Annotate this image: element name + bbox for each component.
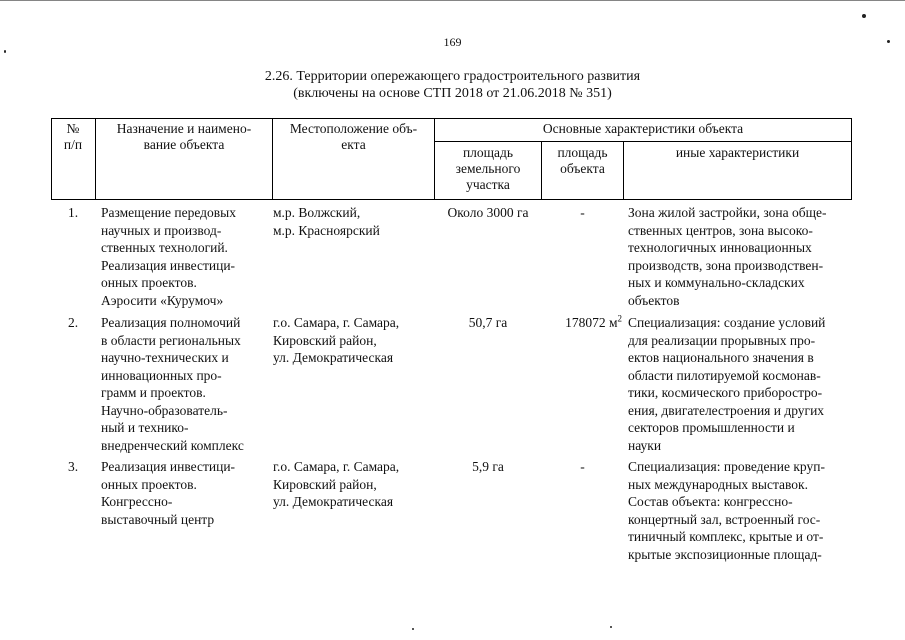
text-line: производств, зона производствен-	[628, 257, 824, 273]
text-line: Реализация полномочий	[101, 315, 241, 330]
text-line: науки	[628, 437, 662, 453]
header-land-area	[435, 145, 541, 193]
table-top-border	[51, 118, 852, 119]
row-num: 2.	[67, 315, 79, 330]
text-line: ул. Демократическая	[273, 494, 394, 509]
header-main-characteristics: Основные характеристики объекта	[542, 121, 744, 136]
text-line: тиничный комплекс, крытые и от-	[628, 529, 824, 544]
text-line: ектов национального значения в	[628, 350, 814, 365]
text-line: м.р. Красноярский	[273, 222, 380, 238]
header-land-area-line: участка	[466, 177, 510, 192]
header-num-line: п/п	[63, 137, 83, 152]
text-line: ных международных выставок.	[628, 476, 808, 492]
text-line: ных и коммунально-складских	[628, 275, 805, 290]
header-name	[96, 121, 272, 153]
row-object-area: -	[580, 205, 585, 220]
text-line: онных проектов.	[101, 476, 197, 492]
row-num: 1.	[67, 205, 79, 220]
row-land-area: 50,7 га	[468, 315, 508, 330]
object-area-unit-exponent: 2	[617, 313, 622, 324]
header-land-area-line: площадь	[462, 145, 514, 160]
text-line: Аэросити «Курумоч»	[101, 292, 224, 308]
header-object-area-line: объекта	[560, 161, 605, 176]
text-line: м.р. Волжский,	[273, 205, 361, 220]
header-name-line: Назначение и наимено-	[116, 121, 252, 136]
header-location-line: Местоположение объ-	[289, 121, 418, 136]
section-title	[0, 68, 905, 102]
text-line: крытые экспозиционные площад-	[628, 546, 822, 562]
text-line: объектов	[628, 292, 680, 308]
section-title-line-2: (включены на основе СТП 2018 от 21.06.2018 № 351)	[293, 86, 612, 101]
header-num-line: №	[66, 121, 80, 136]
text-line: ный и технико-	[101, 420, 189, 435]
header-name-line: вание объекта	[143, 137, 225, 152]
text-line: тики, космического приборостро-	[628, 385, 823, 400]
scan-edge-line	[0, 0, 905, 5]
row-other	[628, 204, 852, 309]
text-line: для реализации прорывных про-	[628, 332, 816, 348]
text-line: технологичных инновационных	[628, 240, 812, 255]
row-name	[101, 458, 269, 528]
text-line: Реализация инвестици-	[101, 257, 236, 273]
text-line: Размещение передовых	[101, 205, 236, 220]
text-line: Специализация: создание условий	[628, 315, 826, 330]
text-line: Конгрессно-	[101, 494, 173, 509]
text-line: внедренческий комплекс	[101, 437, 244, 453]
text-line: Реализация инвестици-	[101, 459, 236, 474]
scan-speck	[862, 14, 866, 18]
text-line: ственных центров, зона высоко-	[628, 222, 813, 238]
header-location-line: екта	[341, 137, 366, 152]
text-line: научных и производ-	[101, 222, 222, 238]
scan-speck	[4, 50, 6, 53]
row-object-area: -	[580, 459, 585, 474]
header-num	[51, 121, 95, 153]
text-line: в области региональных	[101, 332, 241, 348]
text-line: Специализация: проведение круп-	[628, 459, 825, 474]
row-location	[273, 204, 431, 239]
header-other: иные характеристики	[675, 145, 800, 160]
page-number: 169	[443, 35, 462, 49]
row-object-area	[542, 314, 622, 332]
section-title-line-1: 2.26. Территории опережающего градостроительного развития	[264, 69, 641, 84]
main-characteristics-divider	[434, 141, 852, 142]
text-line: области пилотируемой космонав-	[628, 367, 821, 383]
row-land-area: Около 3000 га	[447, 205, 529, 220]
text-line: онных проектов.	[101, 275, 197, 290]
text-line: г.о. Самара, г. Самара,	[273, 459, 400, 474]
text-line: Кировский район,	[273, 332, 377, 348]
text-line: Зона жилой застройки, зона обще-	[628, 205, 827, 220]
text-line: ственных технологий.	[101, 240, 228, 255]
table-right-border	[851, 118, 852, 200]
row-other	[628, 458, 852, 563]
row-location	[273, 458, 431, 511]
text-line: выставочный центр	[101, 511, 215, 527]
scan-speck	[412, 628, 414, 630]
text-line: Научно-образователь-	[101, 402, 228, 418]
text-line: Состав объекта: конгрессно-	[628, 494, 793, 509]
row-location	[273, 314, 435, 367]
scan-speck	[610, 626, 612, 628]
header-location	[273, 121, 434, 153]
header-object-area	[542, 145, 623, 177]
text-line: научно-технических и	[101, 350, 229, 365]
text-line: грамм и проектов.	[101, 385, 206, 400]
table-header-bottom-border	[51, 199, 852, 200]
header-object-area-line: площадь	[557, 145, 608, 160]
header-land-area-line: земельного	[455, 161, 521, 176]
text-line: инновационных про-	[101, 367, 222, 383]
row-name	[101, 314, 269, 454]
text-line: г.о. Самара, г. Самара,	[273, 315, 400, 330]
row-name	[101, 204, 269, 309]
row-land-area: 5,9 га	[472, 459, 504, 474]
text-line: секторов промышленности и	[628, 420, 795, 435]
text-line: ул. Демократическая	[273, 350, 394, 365]
row-num: 3.	[67, 459, 79, 474]
row-other	[628, 314, 852, 454]
text-line: концертный зал, встроенный гос-	[628, 511, 821, 527]
text-line: ения, двигателестроения и других	[628, 402, 825, 418]
text-line: Кировский район,	[273, 476, 377, 492]
object-area-value: 178072 м	[565, 315, 618, 330]
